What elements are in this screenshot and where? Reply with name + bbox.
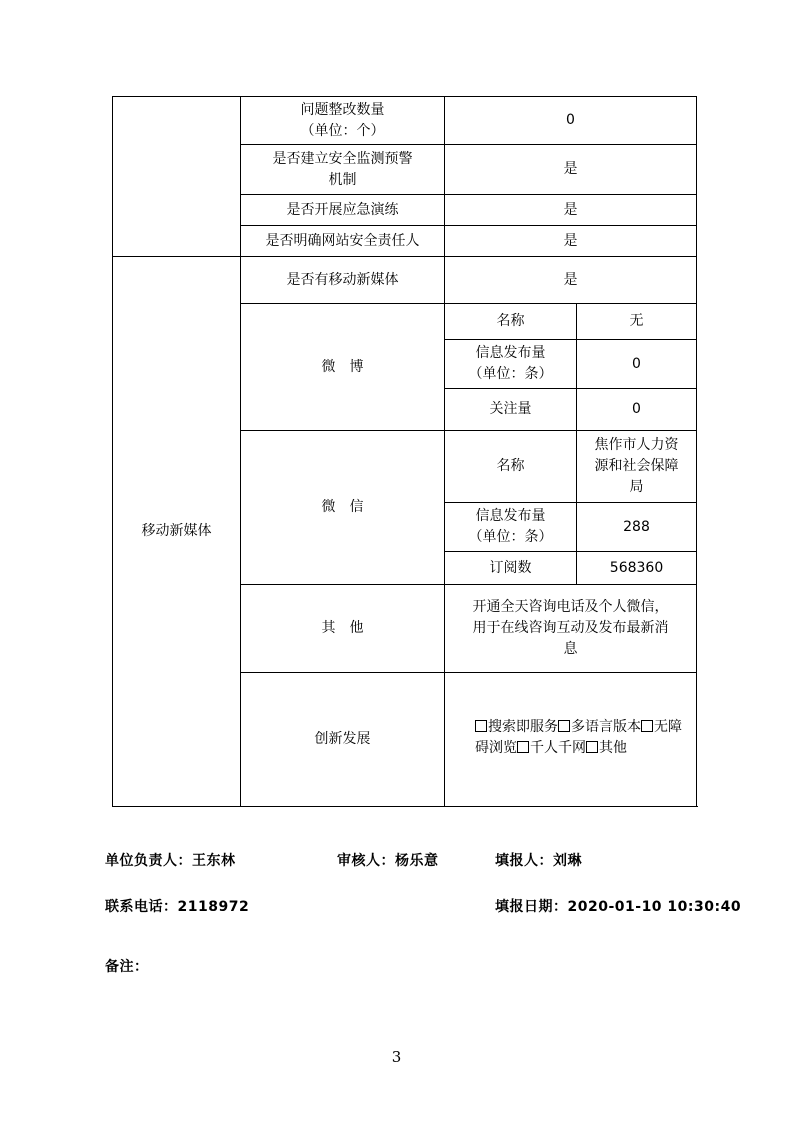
row-value-has-mobile: 是 <box>445 257 697 304</box>
value-line: 焦作市人力资 <box>594 437 679 453</box>
innovation-option[interactable] <box>558 719 641 735</box>
wechat-name-value <box>577 431 697 503</box>
wechat-name-label: 名称 <box>445 431 577 503</box>
option-label: 无障碍浏览 <box>475 719 682 756</box>
weibo-label: 微 博 <box>241 304 445 431</box>
value-line: 源和社会保障 <box>594 458 679 474</box>
checkbox-icon[interactable] <box>517 741 529 753</box>
row-label-monitoring <box>241 145 445 195</box>
wechat-subs-value: 568360 <box>577 552 697 585</box>
wechat-posts-label <box>445 503 577 552</box>
weibo-name-label: 名称 <box>445 304 577 340</box>
report-date: 填报日期：2020-01-10 10:30:40 <box>495 899 742 915</box>
label-text: 问题整改数量 <box>300 101 385 118</box>
remarks-label: 备注： <box>105 959 149 975</box>
weibo-posts-label <box>445 340 577 389</box>
unit-head: 单位负责人：王东林 <box>105 853 236 869</box>
label-unit: （单位：条） <box>468 366 553 382</box>
contact-phone: 联系电话：2118972 <box>105 899 250 915</box>
row-label-has-mobile: 是否有移动新媒体 <box>241 257 445 304</box>
checkbox-icon[interactable] <box>475 720 487 732</box>
row-value-monitoring: 是 <box>445 145 697 195</box>
innovation-option[interactable] <box>517 740 586 756</box>
value-line: 开通全天咨询电话及个人微信， <box>472 599 669 615</box>
checkbox-icon[interactable] <box>641 720 653 732</box>
weibo-posts-value: 0 <box>577 340 697 389</box>
weibo-followers-label: 关注量 <box>445 389 577 431</box>
label-text-2: 机制 <box>328 171 357 188</box>
reviewer: 审核人：杨乐意 <box>337 853 439 869</box>
option-label: 多语言版本 <box>571 719 641 735</box>
checkbox-icon[interactable] <box>586 741 598 753</box>
row-label-rectification-count <box>241 97 445 145</box>
other-value <box>445 585 697 673</box>
option-label: 搜索即服务 <box>488 719 558 735</box>
label-text: 是否建立安全监测预警 <box>272 150 413 167</box>
value-line: 用于在线咨询互动及发布最新消 <box>472 620 669 636</box>
label-unit: （单位：条） <box>468 529 553 545</box>
section-label-mobile-media: 移动新媒体 <box>113 257 241 807</box>
option-label: 千人千网 <box>530 740 586 756</box>
option-label: 其他 <box>599 740 627 756</box>
section-cell-security <box>113 97 241 257</box>
table-row <box>113 257 697 304</box>
wechat-posts-value: 288 <box>577 503 697 552</box>
wechat-label: 微 信 <box>241 431 445 585</box>
row-value-security-officer: 是 <box>445 226 697 257</box>
weibo-followers-value: 0 <box>577 389 697 431</box>
innovation-options <box>445 673 697 807</box>
wechat-subs-label: 订阅数 <box>445 552 577 585</box>
innovation-option[interactable] <box>475 719 558 735</box>
label-unit: （单位：个） <box>300 122 385 139</box>
filler: 填报人：刘琳 <box>495 853 582 869</box>
table-row <box>113 97 697 145</box>
row-label-emergency-drill: 是否开展应急演练 <box>241 195 445 226</box>
report-table <box>112 96 697 807</box>
value-line: 局 <box>629 479 644 495</box>
other-label: 其 他 <box>241 585 445 673</box>
row-value-emergency-drill: 是 <box>445 195 697 226</box>
label-text: 信息发布量 <box>475 345 546 361</box>
value-line: 息 <box>563 641 578 657</box>
innovation-option[interactable] <box>586 740 627 756</box>
checkbox-icon[interactable] <box>558 720 570 732</box>
row-label-security-officer: 是否明确网站安全责任人 <box>241 226 445 257</box>
weibo-name-value: 无 <box>577 304 697 340</box>
page-number: 3 <box>391 1048 402 1066</box>
innovation-label: 创新发展 <box>241 673 445 807</box>
row-value-rectification-count: 0 <box>445 97 697 145</box>
label-text: 信息发布量 <box>475 508 546 524</box>
